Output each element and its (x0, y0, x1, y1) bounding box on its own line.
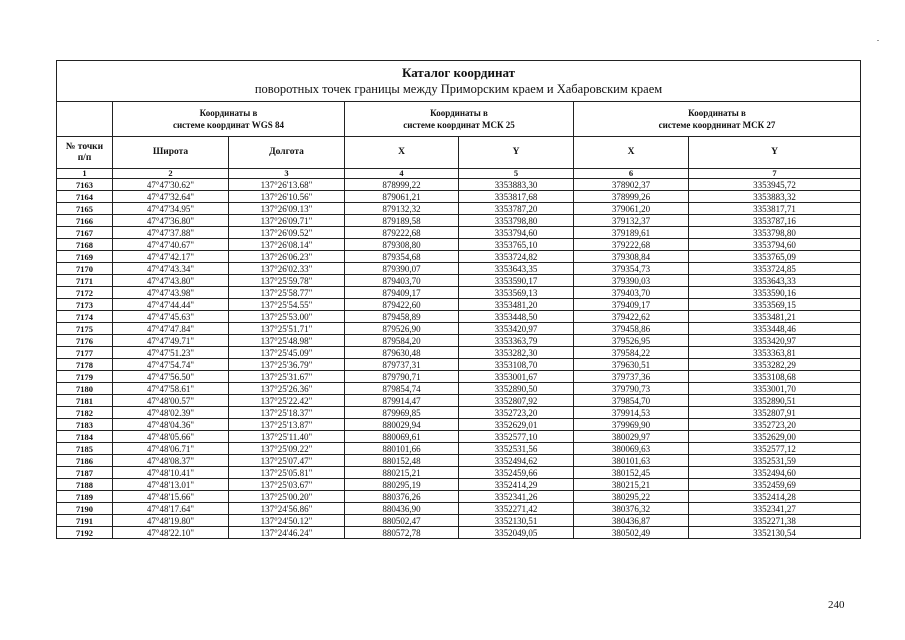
cell-point-number: 7188 (57, 479, 113, 491)
table-row (57, 287, 861, 299)
cell-x-msk25: 879526,90 (345, 323, 459, 335)
cell-x-msk25: 879061,21 (345, 191, 459, 203)
cell-y-msk27: 3353001,70 (689, 383, 861, 395)
cell-latitude: 47°48'10.41" (113, 467, 229, 479)
column-number: 7 (689, 169, 861, 179)
cell-longitude: 137°25'53.00" (229, 311, 345, 323)
table-row (57, 491, 861, 503)
cell-longitude: 137°25'26.36" (229, 383, 345, 395)
cell-longitude: 137°24'50.12" (229, 515, 345, 527)
cell-point-number: 7183 (57, 419, 113, 431)
cell-point-number: 7184 (57, 431, 113, 443)
cell-y-msk25: 3353883,30 (459, 179, 574, 191)
table-row (57, 419, 861, 431)
cell-y-msk27: 3353765,09 (689, 251, 861, 263)
group-header-msk27 (574, 102, 861, 137)
cell-x-msk27: 379403,70 (574, 287, 689, 299)
cell-y-msk25: 3353590,17 (459, 275, 574, 287)
cell-latitude: 47°48'02.39" (113, 407, 229, 419)
cell-y-msk27: 3353108,68 (689, 371, 861, 383)
cell-latitude: 47°47'44.44" (113, 299, 229, 311)
cell-x-msk27: 378999,26 (574, 191, 689, 203)
cell-x-msk27: 380376,32 (574, 503, 689, 515)
table-row (57, 299, 861, 311)
cell-latitude: 47°48'08.37" (113, 455, 229, 467)
cell-latitude: 47°48'05.66" (113, 431, 229, 443)
column-header-x-msk25: X (345, 137, 459, 169)
group-header-line: Координаты в (199, 108, 258, 118)
cell-y-msk27: 3353945,72 (689, 179, 861, 191)
table-row (57, 323, 861, 335)
cell-longitude: 137°25'07.47" (229, 455, 345, 467)
cell-y-msk27: 3353363,81 (689, 347, 861, 359)
cell-longitude: 137°25'31.67" (229, 371, 345, 383)
cell-point-number: 7190 (57, 503, 113, 515)
cell-y-msk27: 3353787,16 (689, 215, 861, 227)
cell-latitude: 47°48'04.36" (113, 419, 229, 431)
cell-x-msk25: 879403,70 (345, 275, 459, 287)
empty-corner-cell (57, 102, 113, 137)
table-row (57, 455, 861, 467)
column-header-x-msk27: X (574, 137, 689, 169)
cell-y-msk25: 3352130,51 (459, 515, 574, 527)
cell-y-msk25: 3353765,10 (459, 239, 574, 251)
cell-y-msk27: 3353282,29 (689, 359, 861, 371)
cell-y-msk27: 3352130,54 (689, 527, 861, 539)
cell-y-msk27: 3352890,51 (689, 395, 861, 407)
cell-x-msk25: 880029,94 (345, 419, 459, 431)
cell-point-number: 7181 (57, 395, 113, 407)
cell-longitude: 137°26'02.33" (229, 263, 345, 275)
cell-y-msk27: 3353798,80 (689, 227, 861, 239)
cell-x-msk27: 379390,03 (574, 275, 689, 287)
cell-x-msk27: 379222,68 (574, 239, 689, 251)
cell-x-msk27: 379458,86 (574, 323, 689, 335)
group-header-msk25 (345, 102, 574, 137)
cell-longitude: 137°26'09.52" (229, 227, 345, 239)
cell-y-msk25: 3353448,50 (459, 311, 574, 323)
cell-x-msk27: 379584,22 (574, 347, 689, 359)
cell-x-msk25: 880069,61 (345, 431, 459, 443)
cell-longitude: 137°25'45.09" (229, 347, 345, 359)
cell-x-msk27: 380101,63 (574, 455, 689, 467)
column-header-point-no (57, 137, 113, 169)
cell-longitude: 137°26'09.13" (229, 203, 345, 215)
table-body (57, 179, 861, 539)
cell-x-msk27: 379061,20 (574, 203, 689, 215)
document-subtitle: поворотных точек границы между Приморским краем и Хабаровским краем (254, 82, 663, 96)
table-row (57, 443, 861, 455)
cell-longitude: 137°26'10.56" (229, 191, 345, 203)
cell-y-msk27: 3352271,38 (689, 515, 861, 527)
cell-latitude: 47°48'15.66" (113, 491, 229, 503)
cell-x-msk25: 880295,19 (345, 479, 459, 491)
cell-point-number: 7178 (57, 359, 113, 371)
cell-x-msk27: 379132,37 (574, 215, 689, 227)
table-title-cell (57, 61, 861, 102)
cell-latitude: 47°47'43.98" (113, 287, 229, 299)
table-row (57, 191, 861, 203)
cell-longitude: 137°25'58.77" (229, 287, 345, 299)
cell-latitude: 47°47'43.34" (113, 263, 229, 275)
document-title: Каталог координат (402, 65, 516, 80)
cell-latitude: 47°47'34.95" (113, 203, 229, 215)
cell-point-number: 7171 (57, 275, 113, 287)
table-row (57, 431, 861, 443)
cell-x-msk25: 879630,48 (345, 347, 459, 359)
cell-latitude: 47°47'47.84" (113, 323, 229, 335)
cell-longitude: 137°26'06.23" (229, 251, 345, 263)
cell-longitude: 137°25'51.71" (229, 323, 345, 335)
cell-y-msk25: 3352807,92 (459, 395, 574, 407)
cell-point-number: 7191 (57, 515, 113, 527)
cell-y-msk27: 3353448,46 (689, 323, 861, 335)
cell-x-msk25: 880376,26 (345, 491, 459, 503)
cell-x-msk25: 879308,80 (345, 239, 459, 251)
coordinate-catalog (56, 60, 860, 539)
cell-x-msk25: 878999,22 (345, 179, 459, 191)
table-row (57, 515, 861, 527)
cell-y-msk27: 3353590,16 (689, 287, 861, 299)
table-row (57, 395, 861, 407)
group-header-line: системе координат WGS 84 (172, 120, 285, 130)
table-row (57, 383, 861, 395)
cell-point-number: 7164 (57, 191, 113, 203)
column-number: 5 (459, 169, 574, 179)
cell-point-number: 7192 (57, 527, 113, 539)
table-row (57, 467, 861, 479)
cell-y-msk27: 3353420,97 (689, 335, 861, 347)
table-row (57, 275, 861, 287)
cell-latitude: 47°48'06.71" (113, 443, 229, 455)
cell-y-msk25: 3352414,29 (459, 479, 574, 491)
cell-x-msk27: 379189,61 (574, 227, 689, 239)
cell-point-number: 7182 (57, 407, 113, 419)
table-row (57, 311, 861, 323)
cell-latitude: 47°47'56.50" (113, 371, 229, 383)
cell-x-msk27: 379914,53 (574, 407, 689, 419)
cell-point-number: 7187 (57, 467, 113, 479)
cell-y-msk27: 3352723,20 (689, 419, 861, 431)
table-row (57, 359, 861, 371)
cell-longitude: 137°26'08.14" (229, 239, 345, 251)
cell-latitude: 47°48'17.64" (113, 503, 229, 515)
cell-y-msk25: 3353420,97 (459, 323, 574, 335)
cell-y-msk27: 3353817,71 (689, 203, 861, 215)
cell-x-msk27: 380436,87 (574, 515, 689, 527)
cell-x-msk25: 880502,47 (345, 515, 459, 527)
cell-y-msk27: 3353481,21 (689, 311, 861, 323)
cell-latitude: 47°48'22.10" (113, 527, 229, 539)
cell-longitude: 137°26'13.68" (229, 179, 345, 191)
cell-x-msk25: 879222,68 (345, 227, 459, 239)
cell-point-number: 7189 (57, 491, 113, 503)
column-number: 1 (57, 169, 113, 179)
group-header-line: системе коорднинат МСК 27 (658, 120, 776, 130)
cell-x-msk27: 378902,37 (574, 179, 689, 191)
cell-latitude: 47°48'13.01" (113, 479, 229, 491)
cell-longitude: 137°26'09.71" (229, 215, 345, 227)
cell-latitude: 47°47'45.63" (113, 311, 229, 323)
cell-point-number: 7186 (57, 455, 113, 467)
cell-y-msk27: 3352494,60 (689, 467, 861, 479)
group-header-wgs84 (113, 102, 345, 137)
table-row (57, 503, 861, 515)
table-row (57, 479, 861, 491)
cell-x-msk27: 379630,51 (574, 359, 689, 371)
cell-y-msk25: 3353001,67 (459, 371, 574, 383)
cell-longitude: 137°25'13.87" (229, 419, 345, 431)
cell-y-msk25: 3353787,20 (459, 203, 574, 215)
cell-x-msk27: 379969,90 (574, 419, 689, 431)
cell-latitude: 47°47'58.61" (113, 383, 229, 395)
cell-longitude: 137°24'46.24" (229, 527, 345, 539)
cell-x-msk25: 880215,21 (345, 467, 459, 479)
cell-point-number: 7165 (57, 203, 113, 215)
cell-point-number: 7175 (57, 323, 113, 335)
group-header-line: Координаты в (430, 108, 488, 118)
cell-y-msk25: 3352271,42 (459, 503, 574, 515)
cell-y-msk25: 3353108,70 (459, 359, 574, 371)
cell-y-msk27: 3353724,85 (689, 263, 861, 275)
group-header-line: системе координат МСК 25 (403, 120, 515, 130)
cell-latitude: 47°48'19.80" (113, 515, 229, 527)
cell-latitude: 47°47'54.74" (113, 359, 229, 371)
cell-y-msk25: 3352890,50 (459, 383, 574, 395)
cell-y-msk27: 3352459,69 (689, 479, 861, 491)
coordinate-table (56, 60, 861, 539)
column-header-latitude: Широта (113, 137, 229, 169)
cell-x-msk27: 380295,22 (574, 491, 689, 503)
cell-point-number: 7177 (57, 347, 113, 359)
table-row (57, 239, 861, 251)
cell-x-msk25: 879790,71 (345, 371, 459, 383)
cell-y-msk25: 3352049,05 (459, 527, 574, 539)
cell-point-number: 7163 (57, 179, 113, 191)
table-row (57, 527, 861, 539)
cell-point-number: 7166 (57, 215, 113, 227)
cell-longitude: 137°25'18.37" (229, 407, 345, 419)
cell-x-msk27: 379354,73 (574, 263, 689, 275)
column-header-longitude: Долгота (229, 137, 345, 169)
cell-x-msk27: 379526,95 (574, 335, 689, 347)
cell-latitude: 47°48'00.57" (113, 395, 229, 407)
table-row (57, 227, 861, 239)
cell-point-number: 7180 (57, 383, 113, 395)
cell-longitude: 137°25'54.55" (229, 299, 345, 311)
cell-longitude: 137°25'59.78" (229, 275, 345, 287)
group-header-line: Координаты в (688, 108, 746, 118)
cell-y-msk25: 3353724,82 (459, 251, 574, 263)
cell-y-msk25: 3353481,20 (459, 299, 574, 311)
cell-x-msk25: 879458,89 (345, 311, 459, 323)
cell-point-number: 7169 (57, 251, 113, 263)
cell-y-msk27: 3352807,91 (689, 407, 861, 419)
column-header-y-msk27: Y (689, 137, 861, 169)
table-row (57, 263, 861, 275)
table-row (57, 203, 861, 215)
cell-x-msk25: 879914,47 (345, 395, 459, 407)
scan-mark (877, 40, 879, 41)
cell-x-msk25: 879854,74 (345, 383, 459, 395)
cell-x-msk27: 380069,63 (574, 443, 689, 455)
cell-x-msk27: 379422,62 (574, 311, 689, 323)
cell-y-msk27: 3352577,12 (689, 443, 861, 455)
cell-longitude: 137°25'11.40" (229, 431, 345, 443)
cell-x-msk25: 879422,60 (345, 299, 459, 311)
cell-x-msk25: 880436,90 (345, 503, 459, 515)
cell-y-msk25: 3353282,30 (459, 347, 574, 359)
cell-x-msk25: 879409,17 (345, 287, 459, 299)
cell-x-msk27: 379409,17 (574, 299, 689, 311)
table-row (57, 371, 861, 383)
cell-point-number: 7185 (57, 443, 113, 455)
cell-latitude: 47°47'42.17" (113, 251, 229, 263)
table-row (57, 347, 861, 359)
cell-latitude: 47°47'37.88" (113, 227, 229, 239)
cell-latitude: 47°47'36.80" (113, 215, 229, 227)
cell-latitude: 47°47'43.80" (113, 275, 229, 287)
table-row (57, 335, 861, 347)
cell-y-msk27: 3352341,27 (689, 503, 861, 515)
cell-y-msk25: 3352629,01 (459, 419, 574, 431)
cell-y-msk25: 3353798,80 (459, 215, 574, 227)
cell-longitude: 137°25'00.20" (229, 491, 345, 503)
cell-point-number: 7179 (57, 371, 113, 383)
cell-point-number: 7176 (57, 335, 113, 347)
cell-latitude: 47°47'51.23" (113, 347, 229, 359)
table-row (57, 179, 861, 191)
cell-x-msk27: 379854,70 (574, 395, 689, 407)
cell-y-msk27: 3353569,15 (689, 299, 861, 311)
cell-y-msk25: 3353643,35 (459, 263, 574, 275)
column-header-line: № точки (65, 141, 104, 152)
column-header-line: п/п (77, 152, 92, 163)
cell-y-msk27: 3353883,32 (689, 191, 861, 203)
cell-x-msk25: 879354,68 (345, 251, 459, 263)
cell-x-msk27: 380029,97 (574, 431, 689, 443)
cell-x-msk27: 379737,36 (574, 371, 689, 383)
cell-longitude: 137°25'05.81" (229, 467, 345, 479)
cell-point-number: 7173 (57, 299, 113, 311)
column-number: 3 (229, 169, 345, 179)
cell-y-msk25: 3352341,26 (459, 491, 574, 503)
cell-y-msk25: 3352494,62 (459, 455, 574, 467)
cell-x-msk25: 879390,07 (345, 263, 459, 275)
cell-point-number: 7174 (57, 311, 113, 323)
cell-x-msk27: 380152,45 (574, 467, 689, 479)
cell-x-msk25: 879969,85 (345, 407, 459, 419)
cell-y-msk25: 3352577,10 (459, 431, 574, 443)
cell-y-msk27: 3352414,28 (689, 491, 861, 503)
cell-x-msk25: 880572,78 (345, 527, 459, 539)
cell-longitude: 137°24'56.86" (229, 503, 345, 515)
cell-y-msk27: 3352629,00 (689, 431, 861, 443)
cell-point-number: 7168 (57, 239, 113, 251)
page-number: 240 (828, 599, 845, 611)
cell-y-msk25: 3352531,56 (459, 443, 574, 455)
cell-latitude: 47°47'32.64" (113, 191, 229, 203)
cell-longitude: 137°25'36.79" (229, 359, 345, 371)
table-row (57, 251, 861, 263)
column-number: 2 (113, 169, 229, 179)
table-row (57, 215, 861, 227)
cell-longitude: 137°25'22.42" (229, 395, 345, 407)
cell-latitude: 47°47'30.62" (113, 179, 229, 191)
cell-x-msk25: 880152,48 (345, 455, 459, 467)
column-header-y-msk25: Y (459, 137, 574, 169)
cell-x-msk27: 379308,84 (574, 251, 689, 263)
cell-y-msk25: 3353817,68 (459, 191, 574, 203)
column-number: 6 (574, 169, 689, 179)
cell-point-number: 7167 (57, 227, 113, 239)
cell-longitude: 137°25'09.22" (229, 443, 345, 455)
cell-y-msk27: 3353643,33 (689, 275, 861, 287)
cell-y-msk27: 3352531,59 (689, 455, 861, 467)
cell-x-msk25: 879132,32 (345, 203, 459, 215)
cell-point-number: 7170 (57, 263, 113, 275)
cell-latitude: 47°47'49.71" (113, 335, 229, 347)
column-number: 4 (345, 169, 459, 179)
cell-longitude: 137°25'48.98" (229, 335, 345, 347)
table-row (57, 407, 861, 419)
cell-y-msk25: 3353363,79 (459, 335, 574, 347)
cell-longitude: 137°25'03.67" (229, 479, 345, 491)
cell-point-number: 7172 (57, 287, 113, 299)
cell-x-msk27: 380502,49 (574, 527, 689, 539)
cell-x-msk25: 880101,66 (345, 443, 459, 455)
cell-y-msk27: 3353794,60 (689, 239, 861, 251)
cell-y-msk25: 3352459,66 (459, 467, 574, 479)
cell-y-msk25: 3352723,20 (459, 407, 574, 419)
cell-x-msk27: 379790,73 (574, 383, 689, 395)
cell-x-msk25: 879189,58 (345, 215, 459, 227)
cell-x-msk27: 380215,21 (574, 479, 689, 491)
cell-x-msk25: 879737,31 (345, 359, 459, 371)
cell-x-msk25: 879584,20 (345, 335, 459, 347)
cell-y-msk25: 3353569,13 (459, 287, 574, 299)
cell-latitude: 47°47'40.67" (113, 239, 229, 251)
cell-y-msk25: 3353794,60 (459, 227, 574, 239)
